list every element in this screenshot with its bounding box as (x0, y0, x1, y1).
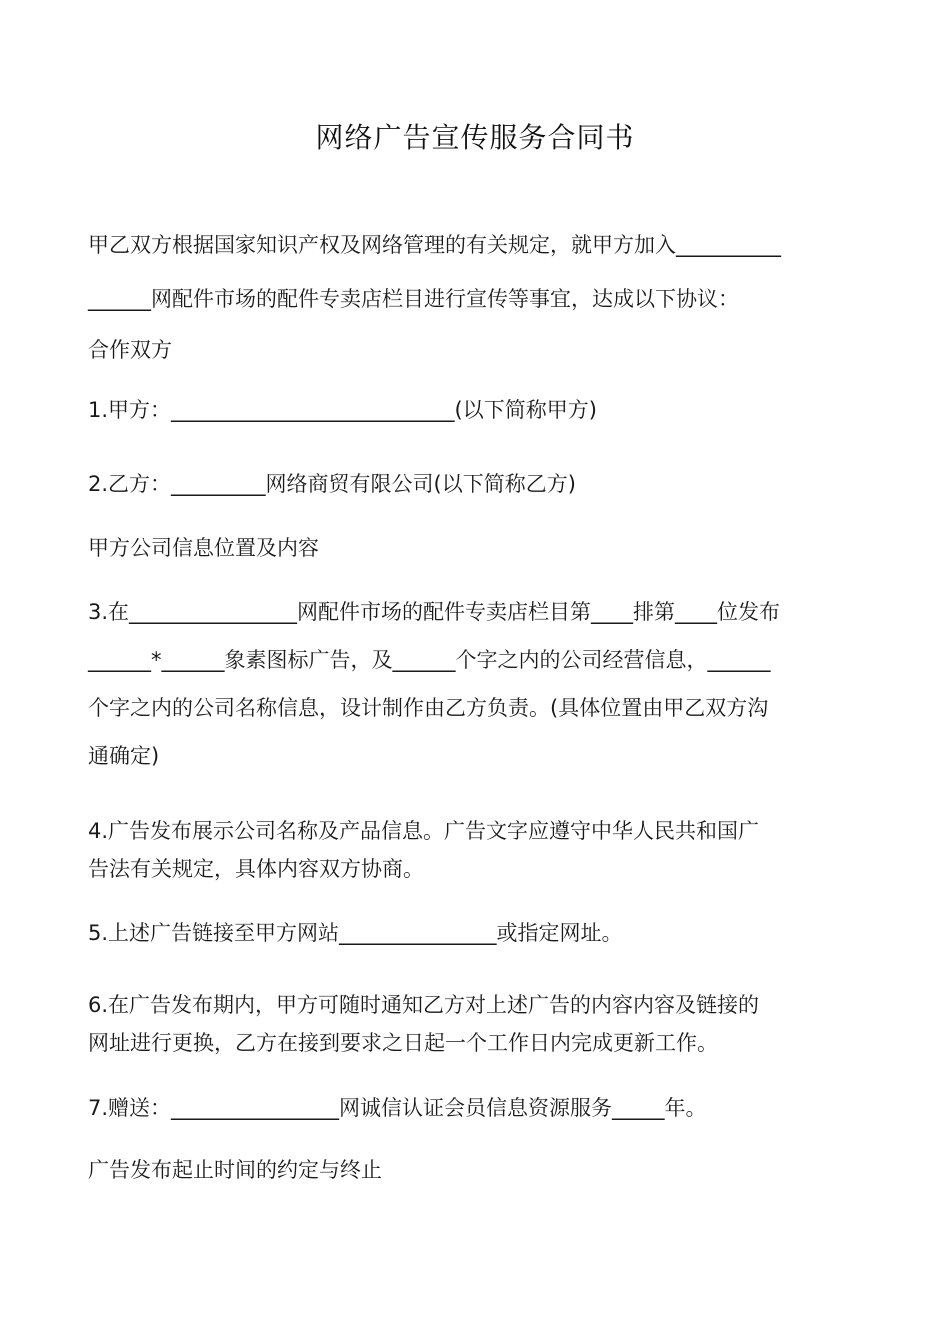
document-title: 网络广告宣传服务合同书 (315, 121, 635, 154)
section-heading-time: 广告发布起止时间的约定与终止 (88, 1158, 382, 1182)
clause-1: 1.甲方：___________________________(以下简称甲方) (88, 398, 597, 422)
clause-3-line-3: 个字之内的公司名称信息，设计制作由乙方负责。(具体位置由甲乙双方沟 (88, 696, 769, 720)
intro-line-1: 甲乙双方根据国家知识产权及网络管理的有关规定，就甲方加入__________ (88, 233, 781, 257)
clause-6 (88, 986, 866, 1062)
clause-6-line-1: 6.在广告发布期内，甲方可随时通知乙方对上述广告的内容内容及链接的 (88, 993, 760, 1017)
section-heading-parties: 合作双方 (88, 338, 172, 362)
clause-3-line-4: 通确定) (88, 744, 160, 768)
clause-3 (88, 588, 866, 780)
clause-4-line-1: 4.广告发布展示公司名称及产品信息。广告文字应遵守中华人民共和国广 (88, 819, 760, 843)
intro-line-2: ______网配件市场的配件专卖店栏目进行宣传等事宜，达成以下协议： (88, 287, 739, 311)
clause-4 (88, 812, 866, 888)
clause-7: 7.赠送：________________网诚信认证会员信息资源服务_____年。 (88, 1096, 707, 1120)
clause-3-line-1: 3.在________________网配件市场的配件专卖店栏目第____排第____位发布 (88, 600, 781, 624)
clause-3-line-2: ______*______象素图标广告，及______个字之内的公司经营信息，______ (88, 648, 771, 672)
clause-2: 2.乙方：_________网络商贸有限公司(以下简称乙方) (88, 472, 576, 496)
clause-6-line-2: 网址进行更换，乙方在接到要求之日起一个工作日内完成更新工作。 (88, 1031, 718, 1055)
clause-5: 5.上述广告链接至甲方网站_______________或指定网址。 (88, 921, 623, 945)
clause-4-line-2: 告法有关规定，具体内容双方协商。 (88, 857, 424, 881)
section-heading-position: 甲方公司信息位置及内容 (88, 536, 319, 560)
intro-paragraph (88, 218, 866, 326)
